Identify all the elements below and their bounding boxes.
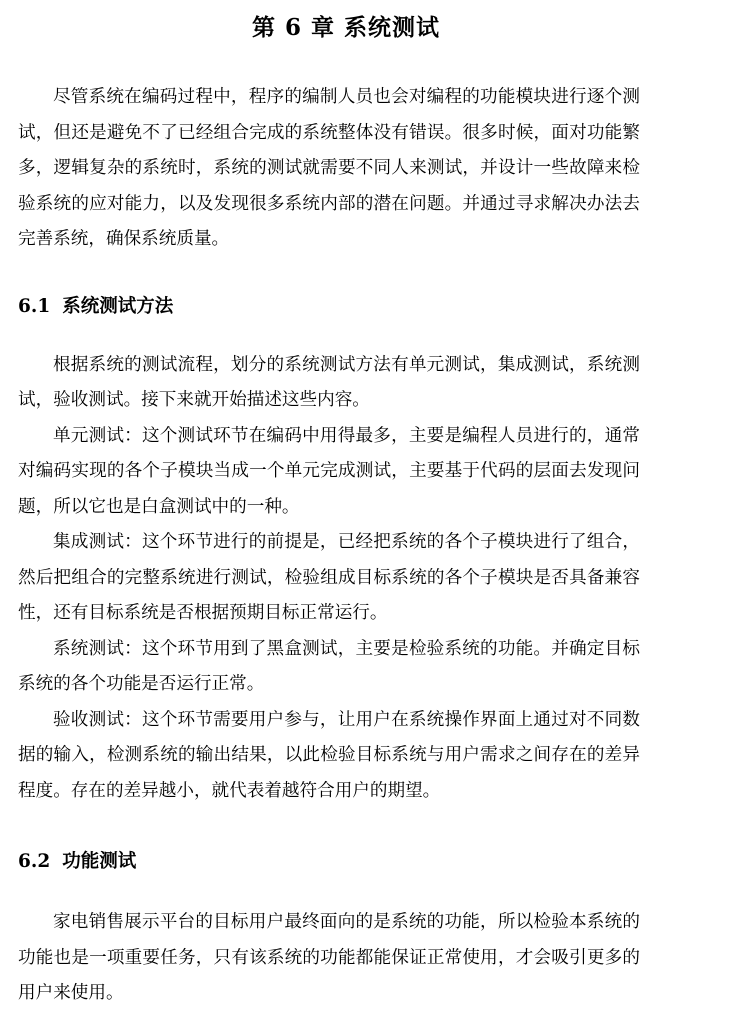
intro-paragraph: 尽管系统在编码过程中，程序的编制人员也会对编程的功能模块进行逐个测试，但还是避免不了已经组合完成的系统整体没有错误。很多时候，面对功能繁多，逻辑复杂的系统时，系统的测试就需要不同人来测试，并设计一些故障来检验系统的应对能力，以及发现很多系统内部的潜在问题。并通过寻求解决办法去完善系统，确保系统质量。 xyxy=(18,87,640,249)
section-6-1-paragraph-2: 单元测试：这个测试环节在编码中用得最多，主要是编程人员进行的，通常对编码实现的各个子模块当成一个单元完成测试，主要基于代码的层面去发现问题，所以它也是白盒测试中的一种。 xyxy=(18,425,640,517)
section-heading-6-2 xyxy=(18,848,640,876)
section-number: 6.1 xyxy=(18,295,51,317)
chapter-title: 第 6 章 系统测试 xyxy=(251,14,441,41)
section-title-text: 功能测试 xyxy=(62,851,137,872)
section-6-1-paragraph-1: 根据系统的测试流程，划分的系统测试方法有单元测试，集成测试，系统测试，验收测试。接下来就开始描述这些内容。 xyxy=(18,354,640,410)
section-title-text: 系统测试方法 xyxy=(62,295,174,317)
section-6-2-paragraph-1: 家电销售展示平台的目标用户最终面向的是系统的功能，所以检验本系统的功能也是一项重要任务，只有该系统的功能都能保证正常使用，才会吸引更多的用户来使用。 xyxy=(18,912,640,1003)
document-page xyxy=(0,12,746,1003)
section-heading-6-1 xyxy=(18,293,640,321)
section-6-1-paragraph-3: 集成测试：这个环节进行的前提是，已经把系统的各个子模块进行了组合，然后把组合的完整系统进行测试，检验组成目标系统的各个子模块是否具备兼容性，还有目标系统是否根据预期目标正常运行。 xyxy=(18,532,640,623)
section-number: 6.2 xyxy=(18,851,51,872)
section-6-1-paragraph-4: 系统测试：这个环节用到了黑盒测试，主要是检验系统的功能。并确定目标系统的各个功能是否运行正常。 xyxy=(18,638,640,694)
section-6-1-paragraph-5: 验收测试：这个环节需要用户参与，让用户在系统操作界面上通过对不同数据的输入，检测系统的输出结果，以此检验目标系统与用户需求之间存在的差异程度。存在的差异越小，就代表着越符合用户的期望。 xyxy=(18,709,640,801)
